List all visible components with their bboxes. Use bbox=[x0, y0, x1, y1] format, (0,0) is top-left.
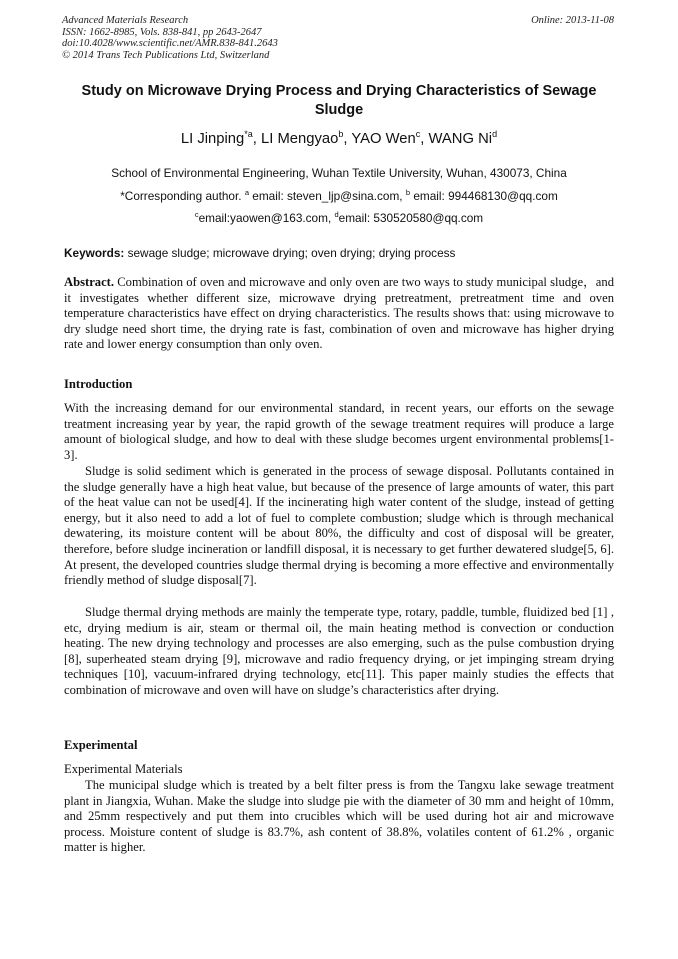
journal-issn: ISSN: 1662-8985, Vols. 838-841, pp 2643-2647 bbox=[62, 26, 262, 38]
author-mark: d bbox=[492, 129, 498, 139]
author-mark: b bbox=[338, 129, 344, 139]
introduction-paragraph: Sludge is solid sediment which is generated in the process of sewage disposal. Pollutants contained in the sludge generally have a high heat value, but because of the presence of large amounts of water, this part of the heat value can not be used[4]. If the incinerating high water content of the sludge, instead of getting energy, but it also need to add a lot of fuel to complete combustion; sludge which is through mechanical dewatering, its moisture content will be about 80%, the difficulty and cost of disposal will be greater, therefore, before sludge incineration or landfill disposal, it is necessary to get further dewatered sludge[5, 6]. At present, the developed countries sludge thermal drying is becoming a more effective and environmentally friendly method of sludge disposal[7]. bbox=[64, 464, 614, 588]
journal-doi[interactable]: doi:10.4028/www.scientific.net/AMR.838-841.2643 bbox=[62, 38, 278, 49]
paper-title: Study on Microwave Drying Process and Drying Characteristics of Sewage Sludge bbox=[81, 83, 597, 118]
corresponding-author-line bbox=[40, 189, 638, 203]
keywords-label: Keywords: bbox=[64, 246, 125, 260]
email-b[interactable]: email: 994468130@qq.com bbox=[410, 189, 558, 203]
corresponding-prefix: *Corresponding author. bbox=[120, 189, 245, 203]
author-name: LI Jinping bbox=[180, 131, 245, 147]
email-mark: c bbox=[194, 210, 199, 219]
email-mark: a bbox=[244, 188, 249, 197]
author-separator: , bbox=[343, 131, 352, 147]
keywords-text: sewage sludge; microwave drying; oven drying; drying process bbox=[124, 246, 456, 260]
keywords-line bbox=[64, 246, 614, 260]
introduction-heading: Introduction bbox=[64, 377, 133, 391]
author-name: YAO Wen bbox=[351, 131, 416, 147]
email-mark: d bbox=[334, 210, 339, 219]
author-list bbox=[70, 131, 608, 147]
author-name: WANG Ni bbox=[428, 131, 493, 147]
email-mark: b bbox=[405, 188, 411, 197]
experimental-heading: Experimental bbox=[64, 738, 138, 752]
online-date: Online: 2013-11-08 bbox=[531, 15, 614, 26]
journal-header bbox=[62, 15, 278, 61]
email-c[interactable]: email:yaowen@163.com, bbox=[198, 211, 335, 225]
author-name: LI Mengyao bbox=[261, 131, 339, 147]
email-a[interactable]: email: steven_ljp@sina.com, bbox=[248, 189, 406, 203]
author-mark: c bbox=[415, 129, 421, 139]
journal-name: Advanced Materials Research bbox=[62, 15, 189, 26]
affiliation: School of Environmental Engineering, Wuhan Textile University, Wuhan, 430073, China bbox=[111, 166, 567, 180]
introduction-paragraph: Sludge thermal drying methods are mainly the temperate type, rotary, paddle, tumble, fluidized bed [1] , etc, drying medium is air, steam or thermal oil, the main heating method is convection or conduction heating. The new drying technology and processes are also emerging, such as the pulse combustion drying [8], superheated steam drying [9], microwave and radio frequency drying, or jet impinging stream drying techniques [10], vacuum-infrared drying technology, etc[11]. This paper mainly studies the effects that combination of microwave and oven will have on sludge’s characteristics after drying. bbox=[64, 605, 614, 697]
email-d[interactable]: email: 530520580@qq.com bbox=[338, 211, 484, 225]
abstract-text: Combination of oven and microwave and only oven are two ways to study municipal sludge，and it investigates whether different size, microwave drying pretreatment, pretreatment time and oven temperature characteristics have effect on drying characteristics. The results shows that: using microwave to dry sludge need short time, the drying rate is fast, combination of oven and microwave has higher drying rate and lower energy consumption than only oven. bbox=[64, 275, 614, 352]
author-separator: , bbox=[252, 131, 262, 147]
experimental-paragraph: The municipal sludge which is treated by a belt filter press is from the Tangxu lake sewage treatment plant in Jiangxia, Wuhan. Make the sludge into sludge pie with the diameter of 30 mm and height of 10mm, and 25mm respectively and put them into crucibles which will be used during hot air and microwave process. Moisture content of sludge is 83.7%, ash content of 38.8%, volatiles content of 61.2% , organic matter is higher. bbox=[64, 778, 614, 855]
email-line bbox=[40, 211, 638, 225]
author-mark: *a bbox=[244, 129, 253, 139]
author-separator: , bbox=[420, 131, 429, 147]
introduction-paragraph: With the increasing demand for our environmental standard, in recent years, our efforts on the sewage treatment increasing year by year, the rapid growth of the sewage treatment requires will produce a large amount of biological sludge, and how to deal with these sludge becomes urgent environmental problems[1-3]. bbox=[64, 401, 614, 462]
experimental-subheading: Experimental Materials bbox=[64, 762, 183, 776]
abstract-paragraph bbox=[64, 275, 614, 353]
abstract-label: Abstract. bbox=[64, 275, 115, 289]
journal-copyright: © 2014 Trans Tech Publications Ltd, Switzerland bbox=[62, 49, 270, 61]
